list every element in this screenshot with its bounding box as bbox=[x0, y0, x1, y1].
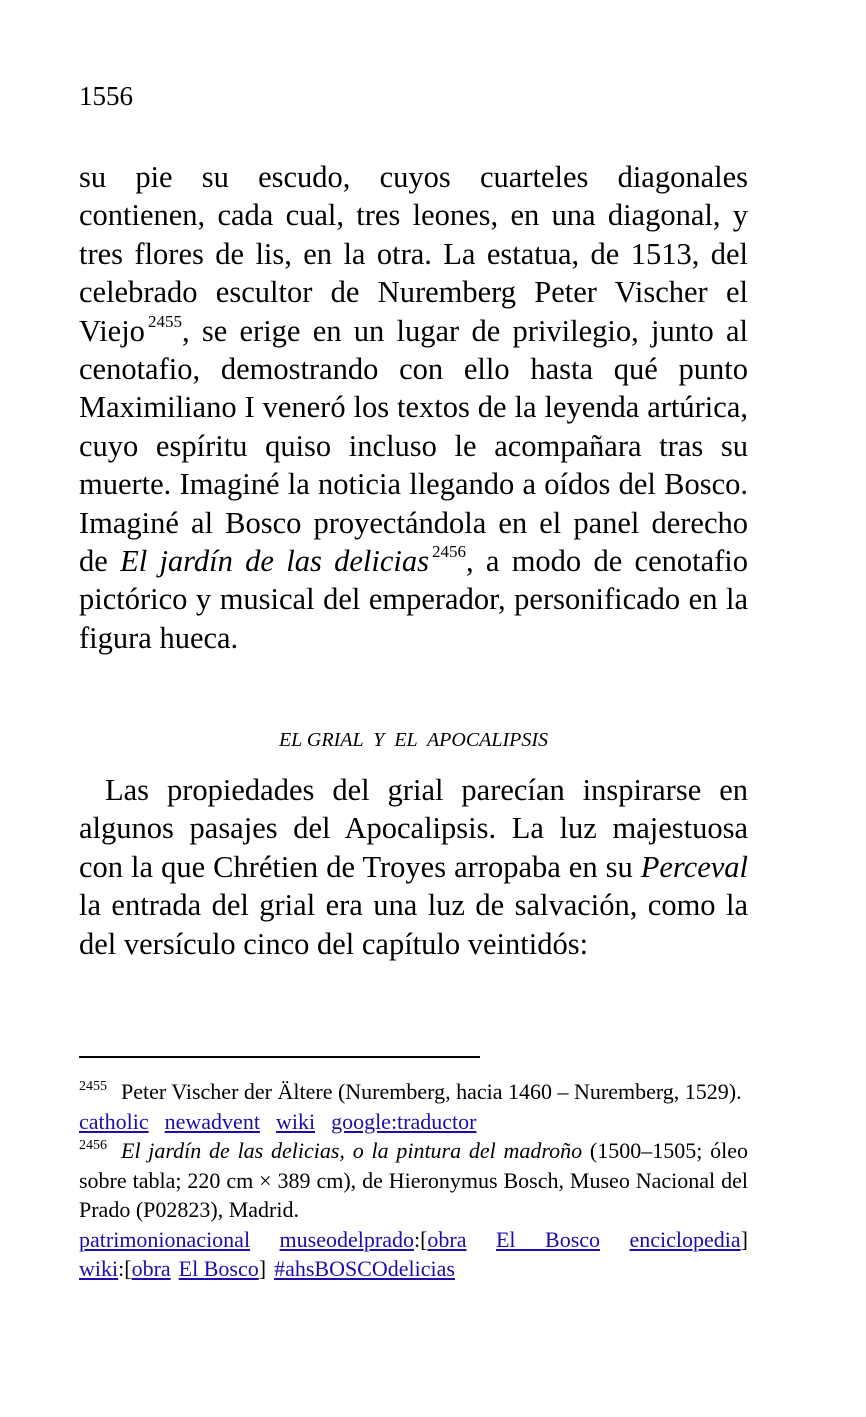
footnote-2455 bbox=[79, 1077, 748, 1107]
footnote-text: (1500–1505; óleo sobre tabla; 220 cm × 389 cm), de Hieronymus Bosch, Museo Nacional del Prado (P02823), Madrid. bbox=[79, 1138, 748, 1222]
link-google-traductor[interactable]: google:traductor bbox=[331, 1108, 477, 1134]
page-number: 1556 bbox=[79, 81, 133, 111]
footnote-text: Peter Vischer der Ältere (Nuremberg, hacia 1460 – Nuremberg, 1529). bbox=[121, 1079, 742, 1104]
para1-text-1: su pie su escudo, cuyos cuarteles diagonales contienen, cada cual, tres leones, en una diagonal, y tres flores de lis, en la otra. La estatua, de 1513, del celebrado escultor de Nuremberg Peter Vischer el Viejo bbox=[79, 160, 748, 348]
link-hashtag-ahsboscodelicias[interactable]: #ahsBOSCOdelicias bbox=[274, 1256, 455, 1281]
para1-italic-title: El jardín de las delicias bbox=[120, 544, 429, 579]
para2-italic-title: Perceval bbox=[640, 849, 748, 884]
link-museodelprado[interactable]: museodelprado bbox=[279, 1226, 414, 1252]
para2-text-1: Las propiedades del grial parecían inspirarse en algunos pasajes del Apocalipsis. La luz majestuosa con la que Chrétien de Troyes arropaba en su bbox=[79, 773, 748, 884]
link-el-bosco[interactable]: El Bosco bbox=[495, 1226, 601, 1252]
main-paragraph bbox=[79, 158, 748, 657]
link-el-bosco[interactable]: El Bosco bbox=[178, 1256, 259, 1281]
footnote-number: 2456 bbox=[79, 1138, 107, 1153]
link-newadvent[interactable]: newadvent bbox=[164, 1108, 260, 1134]
link-wiki[interactable]: wiki bbox=[275, 1108, 316, 1134]
link-obra[interactable]: obra bbox=[427, 1226, 467, 1252]
link-wiki[interactable]: wiki bbox=[79, 1256, 119, 1281]
footnote-2456-links-2: wiki:[obra El Bosco] #ahsBOSCOdelicias bbox=[79, 1256, 455, 1281]
para1-text-2: , se erige en un lugar de privilegio, junto al cenotafio, demostrando con ello hasta qué punto Maximiliano I veneró los textos de la leyenda artúrica, cuyo espíritu quiso incluso le acompañara tras su muerte. Imaginé la noticia llegando a oídos del Bosco. Imaginé al Bosco proyectándola en el panel derecho de bbox=[79, 313, 748, 579]
footnote-2456 bbox=[79, 1136, 748, 1225]
footnote-ref-2455[interactable]: 2455 bbox=[147, 311, 182, 331]
footnote-ref-2456[interactable]: 2456 bbox=[431, 542, 466, 562]
para2-text-2: la entrada del grial era una luz de salvación, como la del versículo cinco del capítulo veintidós: bbox=[79, 888, 748, 961]
para1-text-3: , a modo de cenotafio pictórico y musical del emperador, personificado en la figura hueca. bbox=[79, 544, 748, 655]
link-obra[interactable]: obra bbox=[131, 1256, 171, 1281]
footnote-divider bbox=[79, 1056, 480, 1058]
footnote-number: 2455 bbox=[79, 1079, 107, 1094]
link-catholic[interactable]: catholic bbox=[79, 1108, 149, 1134]
footnotes bbox=[79, 1077, 748, 1284]
footnote-2455-links bbox=[79, 1107, 748, 1137]
link-patrimonionacional[interactable]: patrimonionacional bbox=[79, 1226, 251, 1252]
link-enciclopedia[interactable]: enciclopedia bbox=[629, 1226, 741, 1252]
second-paragraph bbox=[79, 771, 748, 963]
footnote-2456-links-1: patrimonionacional museodelprado:[obra El Bosco enciclopedia] bbox=[79, 1226, 748, 1252]
footnote-italic-title: El jardín de las delicias, o la pintura del madroño bbox=[121, 1138, 583, 1163]
section-heading: EL GRIAL Y EL APOCALIPSIS bbox=[278, 729, 549, 751]
